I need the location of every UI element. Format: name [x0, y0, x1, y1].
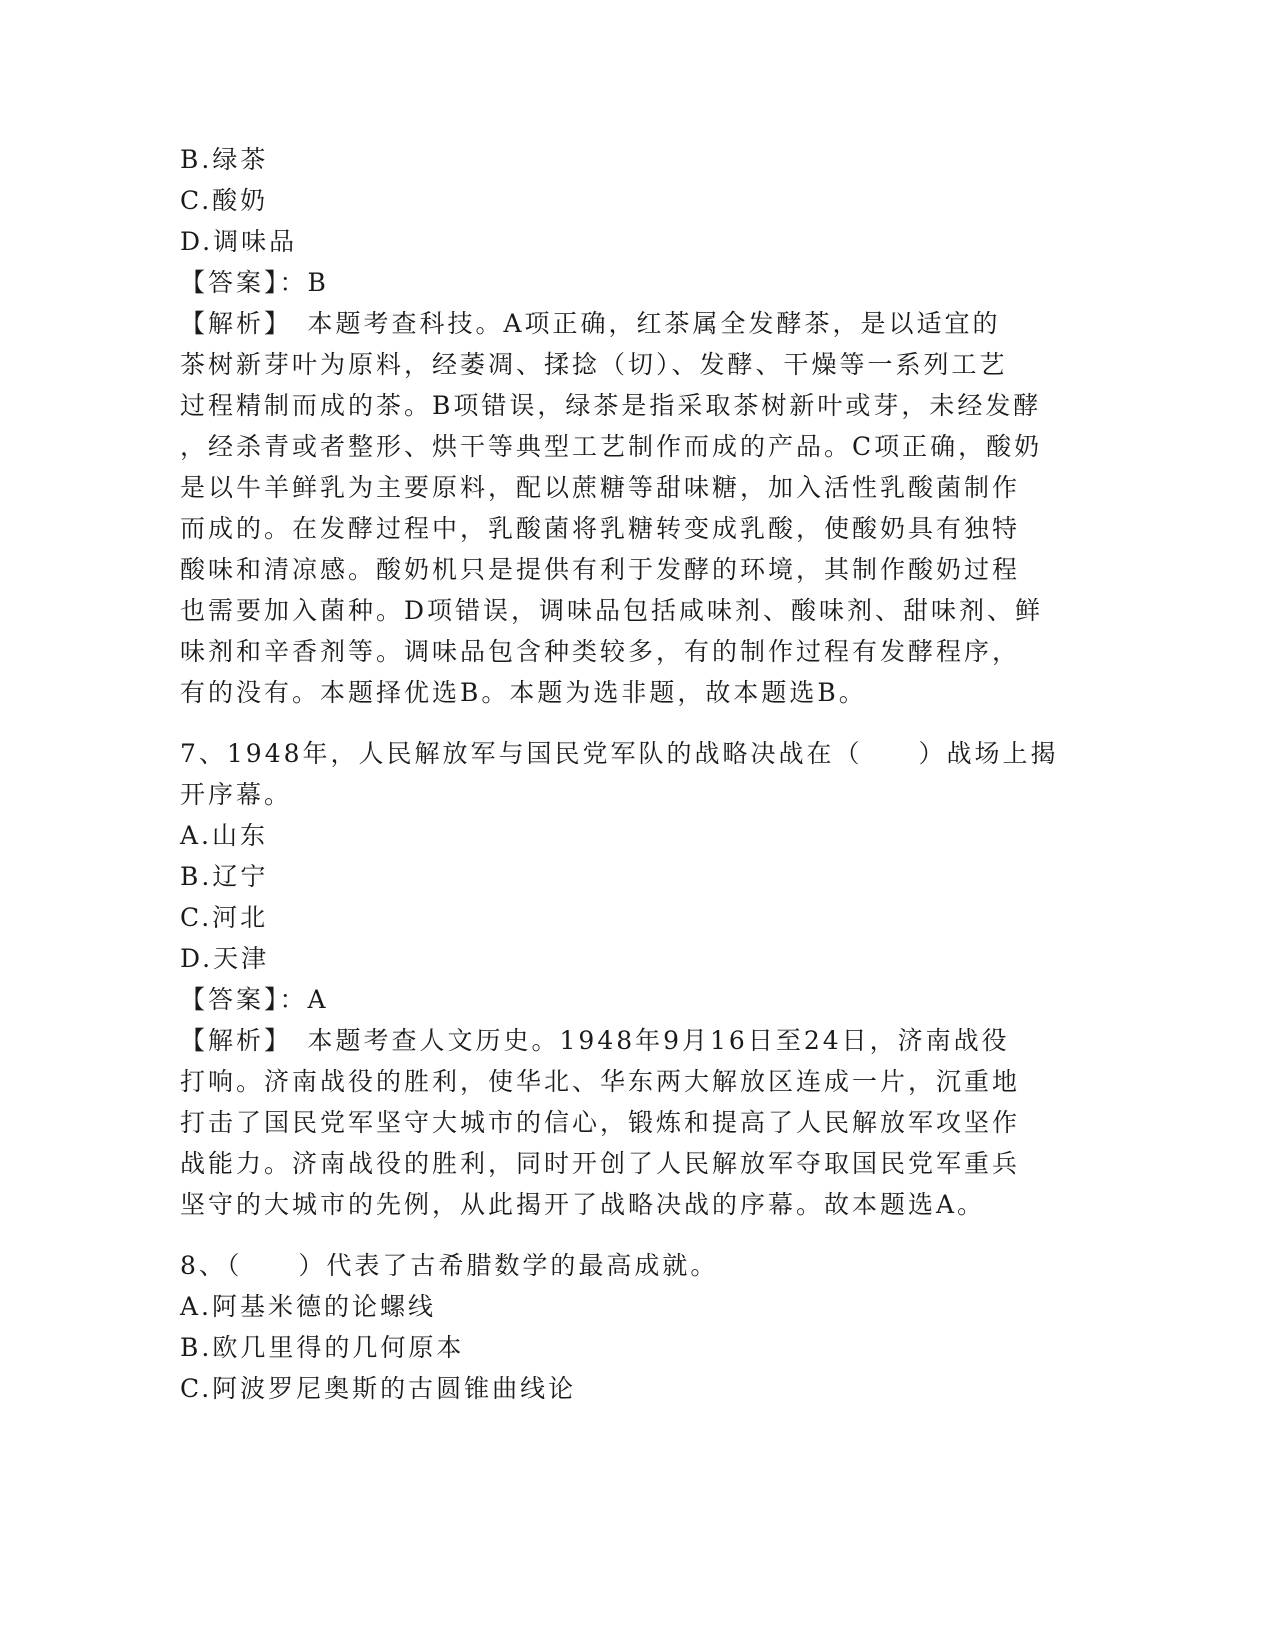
- q7-analysis-line: 【解析】 本题考查人文历史。1948年9月16日至24日，济南战役: [180, 1026, 1010, 1055]
- q6-option-d: D.调味品: [180, 227, 298, 256]
- q7-answer: 【答案】：A: [180, 985, 329, 1014]
- q7-analysis-line: 坚守的大城市的先例，从此揭开了战略决战的序幕。故本题选A。: [180, 1190, 986, 1219]
- q6-analysis-line: 而成的。在发酵过程中，乳酸菌将乳糖转变成乳酸，使酸奶具有独特: [180, 514, 1021, 543]
- q6-analysis-line: 茶树新芽叶为原料，经萎凋、揉捻（切）、发酵、干燥等一系列工艺: [180, 350, 1008, 379]
- q8-stem-line: 8、（ ）代表了古希腊数学的最高成就。: [180, 1251, 719, 1280]
- q8-option-c: C.阿波罗尼奥斯的古圆锥曲线论: [180, 1374, 577, 1403]
- q6-analysis-line: 也需要加入菌种。D项错误，调味品包括咸味剂、酸味剂、甜味剂、鲜: [180, 596, 1044, 625]
- q6-analysis-line: 是以牛羊鲜乳为主要原料，配以蔗糖等甜味糖，加入活性乳酸菌制作: [180, 473, 1021, 502]
- q6-analysis-line: 【解析】 本题考查科技。A项正确，红茶属全发酵茶，是以适宜的: [180, 309, 1001, 338]
- q7-option-a: A.山东: [180, 821, 269, 850]
- q7-stem-line: 7、1948年，人民解放军与国民党军队的战略决战在（ ）战场上揭: [180, 739, 1059, 768]
- q7-analysis-line: 打响。济南战役的胜利，使华北、华东两大解放区连成一片，沉重地: [180, 1067, 1021, 1096]
- q6-answer: 【答案】：B: [180, 268, 329, 297]
- q6-analysis-line: 酸味和清凉感。酸奶机只是提供有利于发酵的环境，其制作酸奶过程: [180, 555, 1021, 584]
- q7-analysis-line: 战能力。济南战役的胜利，同时开创了人民解放军夺取国民党军重兵: [180, 1149, 1021, 1178]
- q7-analysis-line: 打击了国民党军坚守大城市的信心，锻炼和提高了人民解放军攻坚作: [180, 1108, 1021, 1137]
- q6-analysis-line: 味剂和辛香剂等。调味品包含种类较多，有的制作过程有发酵程序，: [180, 637, 1021, 666]
- q8-option-b: B.欧几里得的几何原本: [180, 1333, 465, 1362]
- q6-analysis-line: 有的没有。本题择优选B。本题为选非题，故本题选B。: [180, 678, 867, 707]
- q6-analysis-line: ，经杀青或者整形、烘干等典型工艺制作而成的产品。C项正确，酸奶: [180, 432, 1043, 461]
- q6-analysis-line: 过程精制而成的茶。B项错误，绿茶是指采取茶树新叶或芽，未经发酵: [180, 391, 1042, 420]
- q7-option-c: C.河北: [180, 903, 269, 932]
- q7-stem-line: 开序幕。: [180, 780, 293, 809]
- q6-option-b: B.绿茶: [180, 145, 269, 174]
- q6-option-c: C.酸奶: [180, 186, 269, 215]
- q8-option-a: A.阿基米德的论螺线: [180, 1292, 437, 1321]
- q7-option-d: D.天津: [180, 944, 270, 973]
- q7-option-b: B.辽宁: [180, 862, 269, 891]
